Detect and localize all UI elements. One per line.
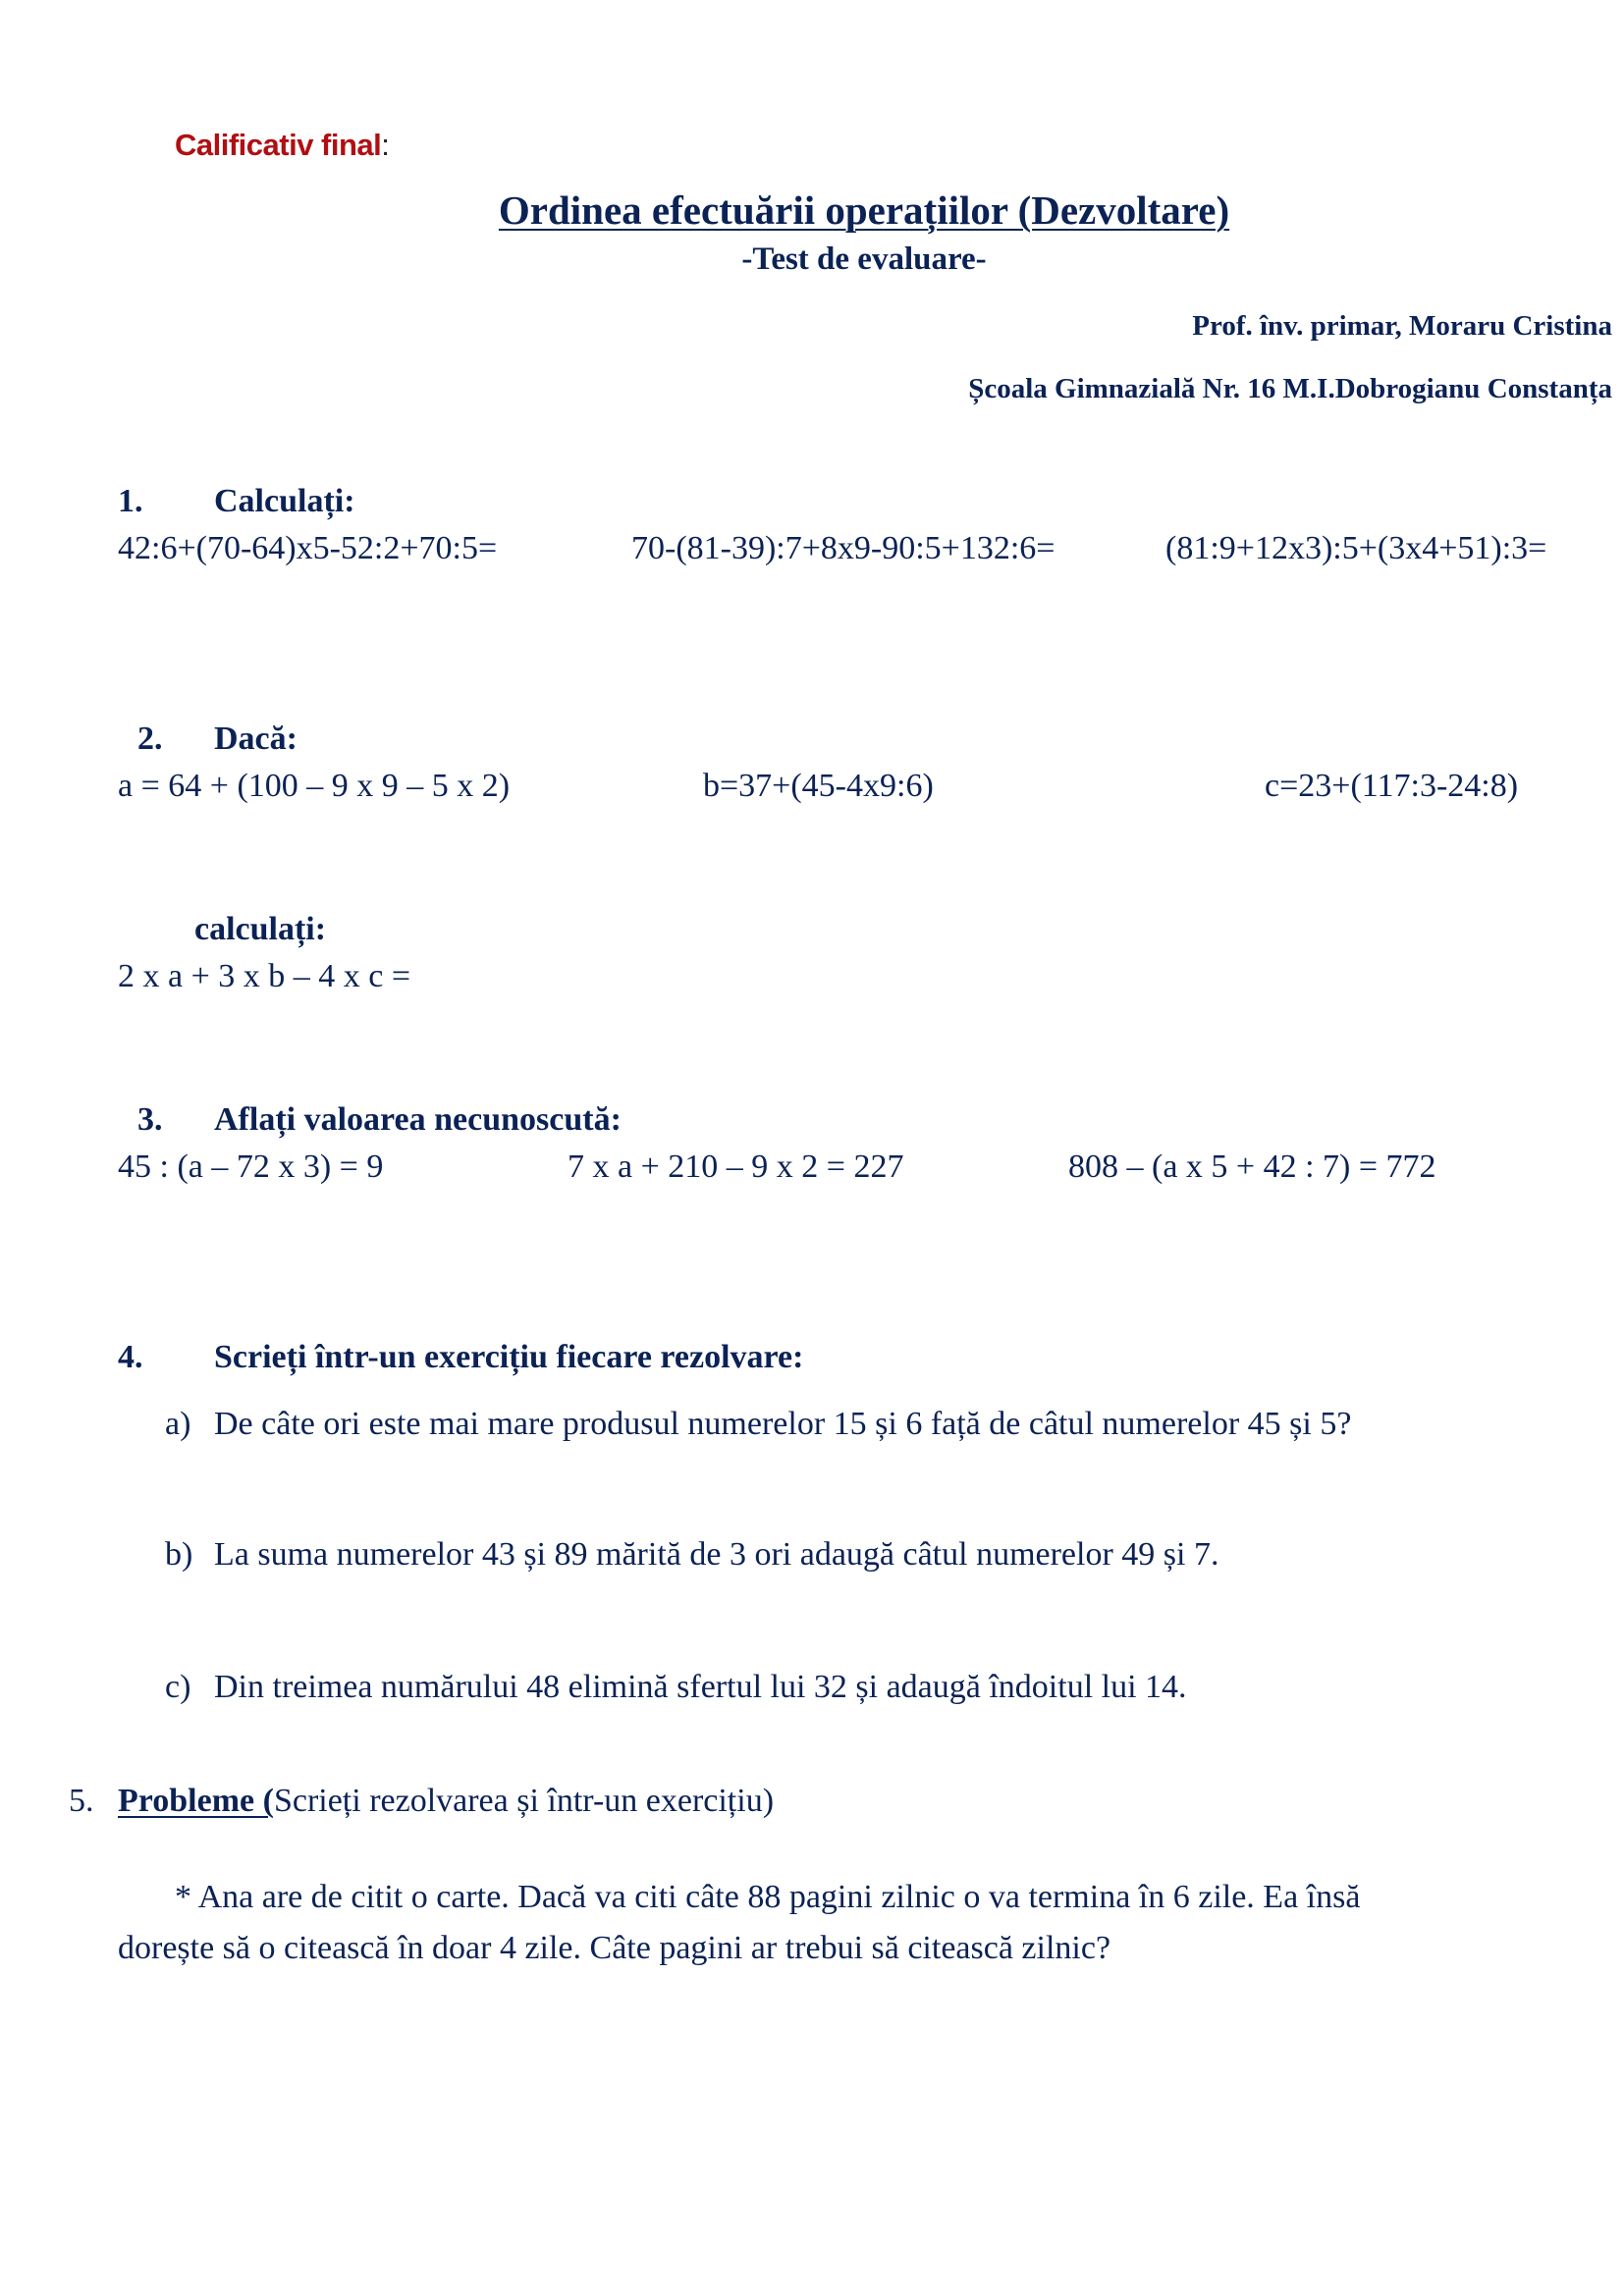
ex4-item-label: b) xyxy=(165,1536,193,1573)
grade-label-colon: : xyxy=(381,128,390,162)
ex3-number: 3. xyxy=(137,1101,163,1138)
ex1-expression: 42:6+(70-64)x5-52:2+70:5= xyxy=(118,530,498,566)
ex3-equation: 808 – (a x 5 + 42 : 7) = 772 xyxy=(1068,1148,1436,1185)
ex1-expression: (81:9+12x3):5+(3x4+51):3= xyxy=(1165,530,1547,566)
ex2-definition-c: c=23+(117:3-24:8) xyxy=(1265,768,1519,804)
ex5-heading xyxy=(118,1783,774,1820)
ex3-equation: 45 : (a – 72 x 3) = 9 xyxy=(118,1148,384,1185)
ex4-item-label: c) xyxy=(165,1669,191,1705)
ex2-definition-a: a = 64 + (100 – 9 x 9 – 5 x 2) xyxy=(118,768,511,804)
grade-label-text: Calificativ final xyxy=(175,128,382,162)
ex2-expression: 2 x a + 3 x b – 4 x c = xyxy=(118,958,411,994)
ex4-item-label: a) xyxy=(165,1406,191,1442)
ex5-problem-line: * Ana are de citit o carte. Dacă va citi câte 88 pagini zilnic o va termina în 6 zile. Ea însă xyxy=(175,1879,1361,1915)
ex1-heading: Calculați: xyxy=(214,483,355,519)
ex4-item-text: De câte ori este mai mare produsul numerelor 15 și 6 față de câtul numerelor 45 și 5? xyxy=(214,1406,1352,1442)
ex3-equation: 7 x a + 210 – 9 x 2 = 227 xyxy=(568,1148,904,1185)
ex2-subheading: calculați: xyxy=(194,911,327,947)
ex2-number: 2. xyxy=(137,721,163,757)
ex5-number: 5. xyxy=(69,1783,94,1819)
ex1-expression: 70-(81-39):7+8x9-90:5+132:6= xyxy=(631,530,1056,566)
document-title: Ordinea efectuării operațiilor (Dezvoltare) xyxy=(498,187,1230,233)
ex4-item-text: Din treimea numărului 48 elimină sfertul lui 32 și adaugă îndoitul lui 14. xyxy=(214,1669,1187,1705)
ex5-heading-rest: Scrieți rezolvarea și într-un exercițiu) xyxy=(273,1783,775,1819)
ex2-heading: Dacă: xyxy=(214,721,298,757)
grade-label xyxy=(175,128,389,163)
ex3-heading: Aflați valoarea necunoscută: xyxy=(214,1101,622,1138)
author-line: Prof. înv. primar, Moraru Cristina xyxy=(1192,310,1612,342)
ex4-number: 4. xyxy=(118,1339,143,1375)
ex4-heading: Scrieți într-un exercițiu fiecare rezolvare: xyxy=(214,1339,804,1375)
school-line: Școala Gimnazială Nr. 16 M.I.Dobrogianu Constanța xyxy=(968,373,1612,404)
ex5-problem-line: dorește să o citească în doar 4 zile. Câte pagini ar trebui să citească zilnic? xyxy=(118,1930,1111,1966)
ex5-heading-bold: Probleme ( xyxy=(118,1783,274,1819)
ex4-item-text: La suma numerelor 43 și 89 mărită de 3 ori adaugă câtul numerelor 49 și 7. xyxy=(214,1536,1219,1573)
document-subtitle: -Test de evaluare- xyxy=(741,241,987,277)
ex2-definition-b: b=37+(45-4x9:6) xyxy=(703,768,934,804)
ex1-number: 1. xyxy=(118,483,143,519)
